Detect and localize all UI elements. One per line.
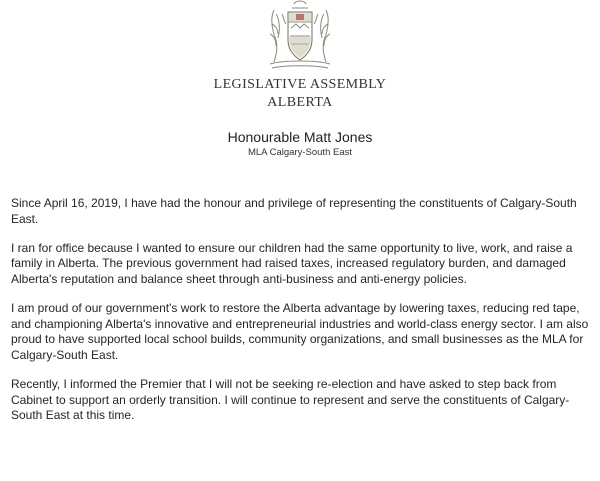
letter-paragraph: Since April 16, 2019, I have had the honour and privilege of representing the constituents of Calgary-South East. bbox=[11, 196, 577, 226]
letter-paragraph: Recently, I informed the Premier that I will not be seeking re-election and have asked to step back from Cabinet to support an orderly transition. I will continue to represent and serve the constituents of Calgary-South East at this time. bbox=[11, 377, 570, 423]
member-name: Honourable Matt Jones bbox=[227, 129, 373, 145]
letter-paragraph: I ran for office because I wanted to ensure our children had the same opportunity to live, work, and raise a family in Alberta. The previous government had raised taxes, increased regulatory burden, and damaged Alberta's reputation and balance sheet through anti-business and anti-energy policies. bbox=[11, 240, 573, 286]
alberta-coat-of-arms-icon bbox=[264, 0, 336, 70]
member-title: MLA Calgary-South East bbox=[247, 147, 353, 158]
letter-body bbox=[11, 196, 596, 438]
letter-paragraph: I am proud of our government's work to restore the Alberta advantage by lowering taxes, reducing red tape, and championing Alberta's innovative and entrepreneurial industries and world-class energy sector. I am also proud to have supported local school builds, community organizations, and small businesses as the MLA for Calgary-South East. bbox=[11, 301, 589, 362]
province-heading: ALBERTA bbox=[267, 95, 333, 110]
legislative-assembly-heading: LEGISLATIVE ASSEMBLY bbox=[213, 77, 387, 92]
